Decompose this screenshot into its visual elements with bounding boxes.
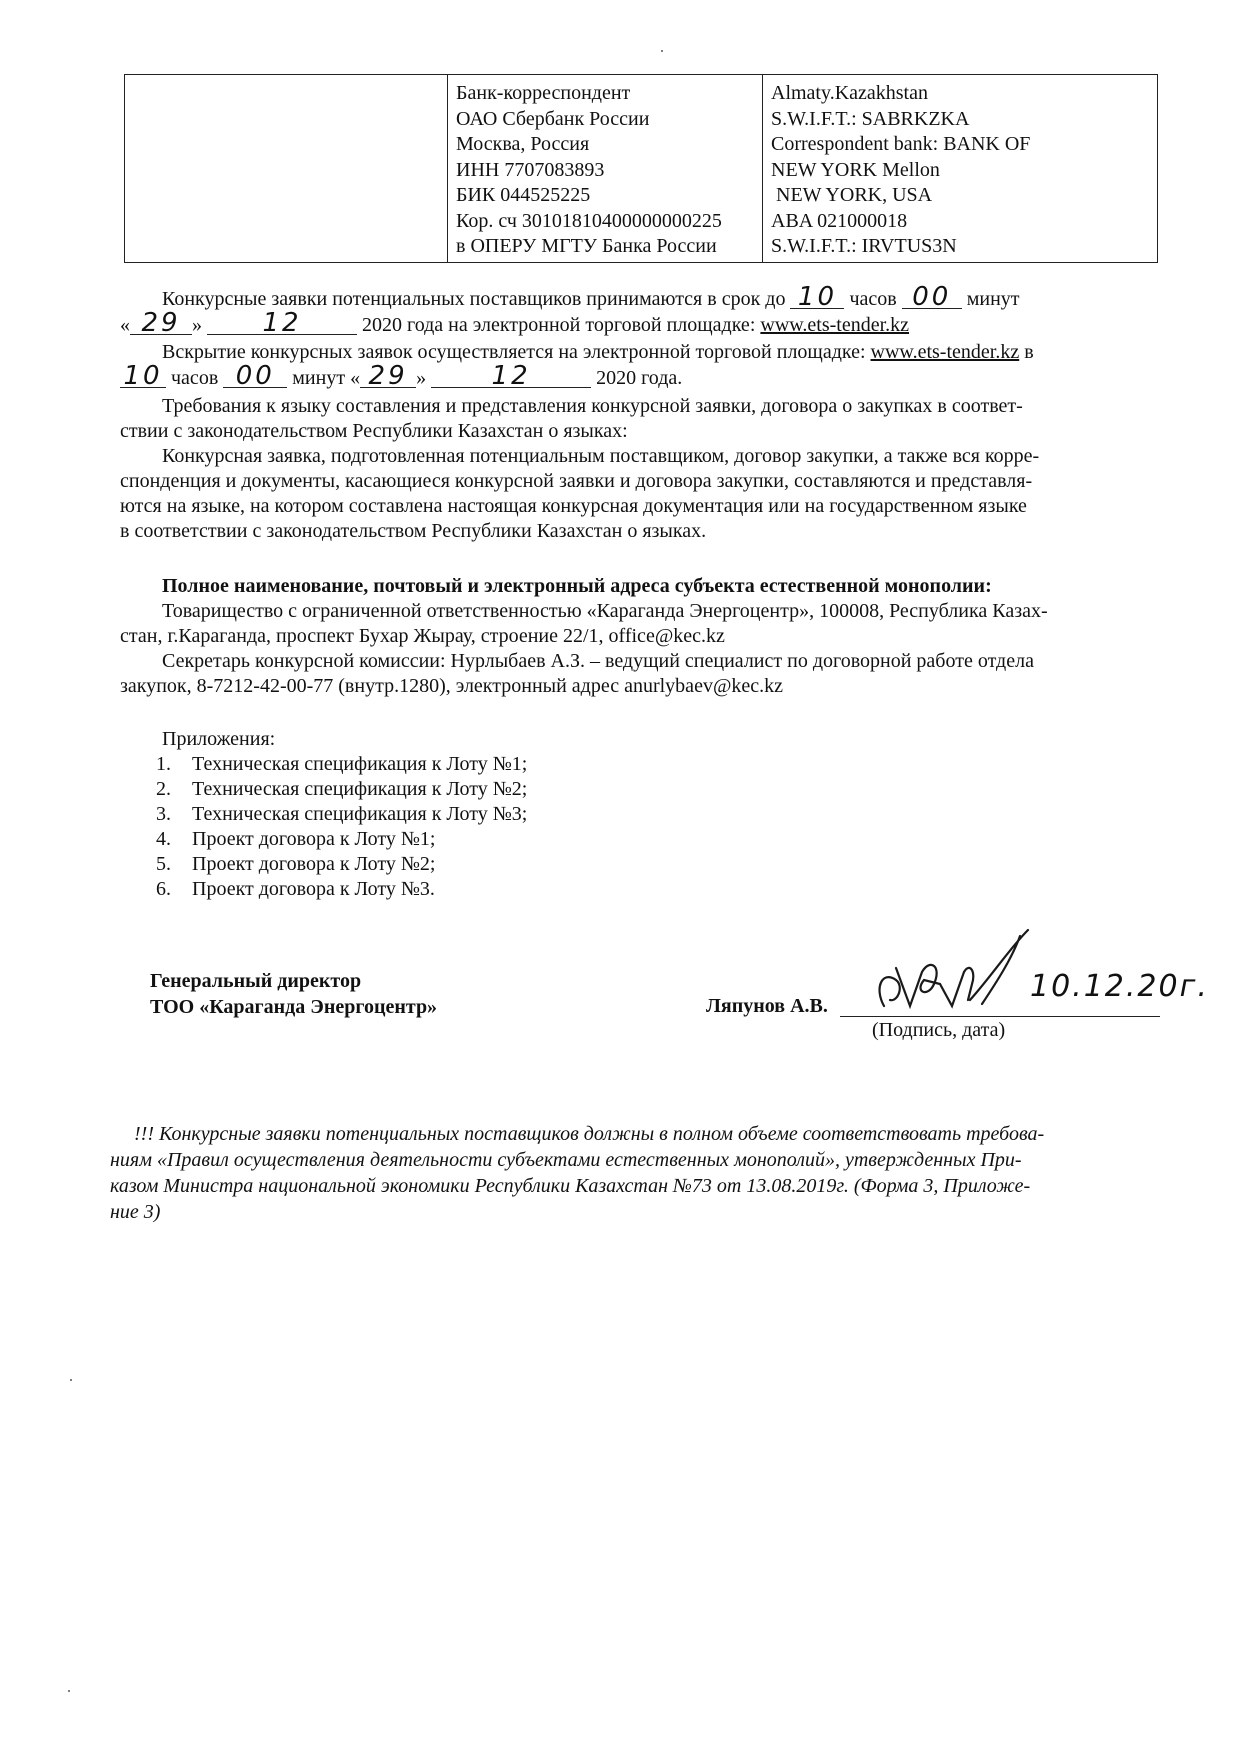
tender-site-link[interactable]: www.ets-tender.kz bbox=[870, 341, 1020, 363]
bank-line: Москва, Россия bbox=[456, 133, 590, 155]
opening-year: 2020 года. bbox=[596, 367, 683, 389]
bank-line: S.W.I.F.T.: IRVTUS3N bbox=[771, 235, 957, 257]
scan-speck bbox=[70, 1379, 72, 1381]
attachments-section bbox=[120, 727, 1158, 902]
correspondent-bank-ru-cell bbox=[448, 75, 763, 263]
opening-month: 12 bbox=[431, 365, 591, 388]
deadline-day: 29 bbox=[130, 312, 192, 335]
bank-line: ОАО Сбербанк России bbox=[456, 107, 650, 130]
entity-line: Секретарь конкурсной комиссии: Нурлыбаев А.З. – ведущий специалист по договорной работе отдела bbox=[162, 650, 1034, 672]
hours-word: часов bbox=[849, 288, 897, 310]
language-line: ствии с законодательством Республики Казахстан о языках: bbox=[120, 420, 628, 442]
deadline-text-2: 2020 года на электронной торговой площадке: bbox=[362, 314, 761, 336]
handwritten-date: 10.12.20г. bbox=[1030, 969, 1209, 1004]
company-name: ТОО «Караганда Энергоцентр» bbox=[150, 996, 438, 1018]
language-line: спонденция и документы, касающиеся конкурсной заявки и договора закупки, составляются и представля- bbox=[120, 470, 1033, 492]
opening-hours: 10 bbox=[120, 365, 166, 388]
hours-word: часов bbox=[171, 367, 219, 389]
quote-close: » bbox=[416, 367, 427, 389]
bank-line: NEW YORK Mellon bbox=[771, 158, 940, 181]
list-item: 5. Проект договора к Лоту №2; bbox=[156, 853, 436, 875]
deadline-paragraph bbox=[120, 282, 1158, 338]
list-item: 1. Техническая спецификация к Лоту №1; bbox=[156, 753, 528, 775]
entity-line: стан, г.Караганда, проспект Бухар Жырау, строение 22/1, office@kec.kz bbox=[120, 625, 725, 647]
entity-heading: Полное наименование, почтовый и электронный адреса субъекта естественной монополии: bbox=[162, 575, 992, 597]
bank-line: ИНН 7707083893 bbox=[456, 158, 605, 181]
opening-in: в bbox=[1019, 341, 1034, 363]
attachments-title: Приложения: bbox=[162, 728, 276, 750]
note-line: казом Министра национальной экономики Республики Казахстан №73 от 13.08.2019г. (Форма 3, Приложе- bbox=[110, 1175, 1031, 1197]
bank-details-table bbox=[124, 74, 1158, 263]
scan-speck bbox=[68, 1690, 70, 1692]
note-line: !!! Конкурсные заявки потенциальных поставщиков должны в полном объеме соответствовать требова- bbox=[134, 1123, 1045, 1145]
entity-line: Товарищество с ограниченной ответственностью «Караганда Энергоцентр», 100008, Республика Казах- bbox=[162, 600, 1048, 622]
director-title: Генеральный директор bbox=[150, 970, 362, 992]
bank-line: Correspondent bank: BANK OF bbox=[771, 133, 1031, 155]
minutes-word: минут « bbox=[292, 367, 361, 389]
opening-minutes: 00 bbox=[223, 365, 287, 388]
empty-cell bbox=[125, 75, 448, 263]
note-line: ние 3) bbox=[110, 1201, 161, 1223]
deadline-hours: 10 bbox=[790, 286, 844, 309]
note-line: ниям «Правил осуществления деятельности субъектами естественных монополий», утвержденных При- bbox=[110, 1149, 1022, 1171]
entity-line: закупок, 8-7212-42-00-77 (внутр.1280), электронный адрес anurlybaev@kec.kz bbox=[120, 675, 783, 697]
bank-line: Almaty.Kazakhstan bbox=[771, 82, 928, 104]
list-item: 4. Проект договора к Лоту №1; bbox=[156, 828, 436, 850]
bank-line: в ОПЕРУ МГТУ Банка России bbox=[456, 235, 717, 257]
language-line: Требования к языку составления и представления конкурсной заявки, договора о закупках в соответ- bbox=[162, 395, 1023, 417]
entity-section bbox=[120, 574, 1158, 699]
deadline-minutes: 00 bbox=[902, 286, 962, 309]
bank-line: S.W.I.F.T.: SABRKZKA bbox=[771, 107, 970, 130]
list-item: 2. Техническая спецификация к Лоту №2; bbox=[156, 778, 528, 800]
language-line: в соответствии с законодательством Республики Казахстан о языках. bbox=[120, 520, 707, 542]
signature-caption: (Подпись, дата) bbox=[872, 1019, 1006, 1041]
opening-text: Вскрытие конкурсных заявок осуществляется на электронной торговой площадке: bbox=[162, 341, 871, 363]
language-paragraph bbox=[120, 394, 1158, 544]
minutes-word: минут bbox=[966, 288, 1020, 310]
language-line: ются на языке, на котором составлена настоящая конкурсная документация или на государственном языке bbox=[120, 495, 1027, 517]
bank-line: NEW YORK, USA bbox=[771, 184, 933, 206]
bank-line: Кор. сч 30101810400000000225 bbox=[456, 209, 722, 232]
attachments-list bbox=[120, 752, 1158, 902]
quote-close: » bbox=[192, 314, 202, 336]
signatory-name: Ляпунов А.В. bbox=[706, 995, 828, 1017]
deadline-text: Конкурсные заявки потенциальных поставщиков принимаются в срок до bbox=[162, 288, 786, 310]
language-line: Конкурсная заявка, подготовленная потенциальным поставщиком, договор закупки, а также вся корре- bbox=[162, 445, 1040, 467]
tender-site-link[interactable]: www.ets-tender.kz bbox=[760, 314, 910, 336]
opening-day: 29 bbox=[360, 365, 416, 388]
quote-open: « bbox=[120, 314, 130, 336]
requirements-note bbox=[110, 1121, 1160, 1225]
deadline-month: 12 bbox=[207, 312, 357, 335]
handwritten-signature bbox=[870, 928, 1040, 1020]
list-item: 3. Техническая спецификация к Лоту №3; bbox=[156, 803, 528, 825]
signature-block bbox=[150, 968, 1209, 1048]
list-item: 6. Проект договора к Лоту №3. bbox=[156, 878, 435, 900]
opening-paragraph bbox=[120, 340, 1158, 391]
bank-line: БИК 044525225 bbox=[456, 184, 591, 206]
correspondent-bank-en-cell bbox=[763, 75, 1158, 263]
bank-line: ABA 021000018 bbox=[771, 209, 908, 232]
scan-speck bbox=[661, 50, 663, 52]
bank-line: Банк-корреспондент bbox=[456, 82, 631, 104]
